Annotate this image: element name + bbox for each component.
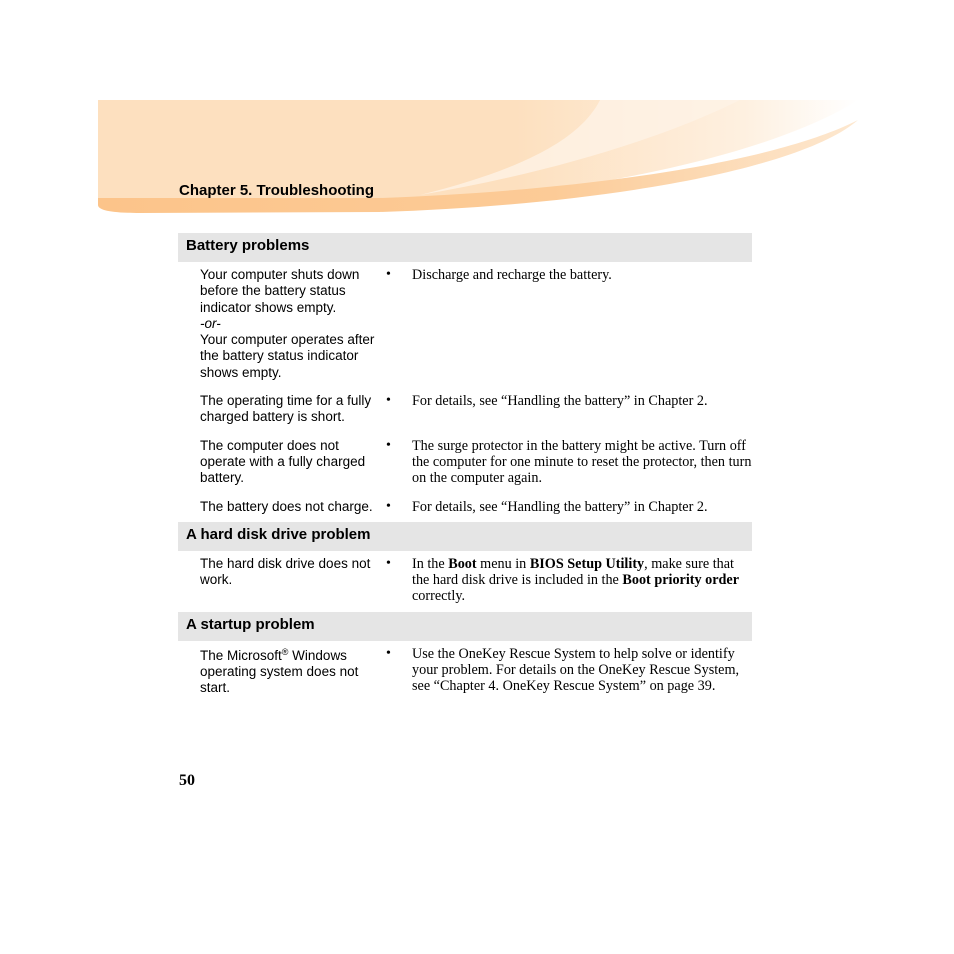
or-separator: -or- <box>200 315 221 331</box>
symptom-text: The computer does not operate with a fully charged battery. <box>200 437 366 486</box>
bullet: • <box>386 555 391 571</box>
table-row <box>178 393 752 426</box>
solution-text: The surge protector in the battery might be active. Turn off the computer for one minute to reset the protector, then turn on the computer again. <box>412 437 752 487</box>
bullet: • <box>386 645 391 661</box>
section-header-startup: A startup problem <box>178 612 752 641</box>
symptom-text: Your computer shuts down before the battery status indicator shows empty. <box>200 267 360 315</box>
boot-priority-term: Boot priority order <box>622 572 740 589</box>
solution-part: , make sure that the hard disk drive is included in the <box>412 555 734 589</box>
solution-text: Discharge and recharge the battery. <box>412 267 612 283</box>
solution-text: Use the OneKey Rescue System to help solve or identify your problem. For details on the OneKey Rescue System, see “Chapter 4. OneKey Rescue System” on page 39. <box>412 645 740 695</box>
solution-text: For details, see “Handling the battery” in Chapter 2. <box>412 393 708 410</box>
symptom-cell <box>200 267 386 381</box>
solution-part: correctly. <box>412 588 466 605</box>
solution-text <box>412 556 752 605</box>
section-header-hdd: A hard disk drive problem <box>178 522 752 551</box>
page-number: 50 <box>179 772 195 789</box>
symptom-part: The Microsoft <box>200 647 282 663</box>
bullet: • <box>386 267 391 282</box>
troubleshooting-table <box>178 233 752 697</box>
table-row <box>178 499 752 515</box>
symptom-part: Windows operating system does not start. <box>200 647 359 696</box>
table-row <box>178 646 752 697</box>
boot-menu-term: Boot <box>448 555 477 572</box>
registered-mark: ® <box>281 646 289 657</box>
symptom-text <box>200 646 386 697</box>
bios-setup-term: BIOS Setup Utility <box>529 555 645 572</box>
symptom-text: The hard disk drive does not work. <box>200 555 371 588</box>
table-row <box>178 556 752 605</box>
table-row <box>178 438 752 487</box>
bullet: • <box>386 437 391 453</box>
symptom-text: The battery does not charge. <box>200 498 373 514</box>
solution-text: For details, see “Handling the battery” in Chapter 2. <box>412 498 708 515</box>
symptom-text: The operating time for a fully charged battery is short. <box>200 393 372 425</box>
solution-part: menu in <box>476 555 530 572</box>
bullet: • <box>386 393 391 409</box>
chapter-banner <box>0 0 954 260</box>
table-row <box>178 267 752 381</box>
section-header-battery: Battery problems <box>178 233 752 262</box>
symptom-text: Your computer operates after the battery status indicator shows empty. <box>200 332 375 380</box>
solution-part: In the <box>412 555 449 572</box>
bullet: • <box>386 498 391 514</box>
chapter-title: Chapter 5. Troubleshooting <box>179 182 375 199</box>
